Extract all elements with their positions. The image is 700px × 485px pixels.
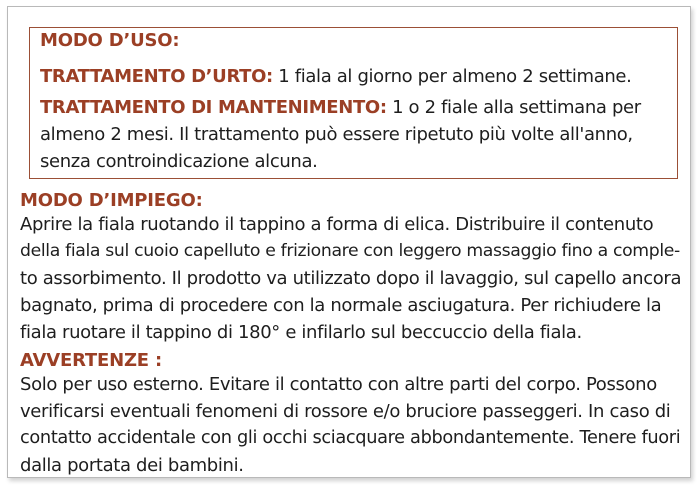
impiego-line-3: to assorbimento. Il prodotto va utilizzato dopo il lavaggio, sul capello ancora bbox=[20, 268, 682, 289]
trattamento-urto-text: 1 fiala al giorno per almeno 2 settimane. bbox=[272, 66, 632, 87]
mantenimento-line-2: almeno 2 mesi. Il trattamento può essere ripetuto più volte all'anno, bbox=[40, 124, 633, 145]
avvertenze-line-4: dalla portata dei bambini. bbox=[20, 455, 244, 476]
avvertenze-line-2: verificarsi eventuali fenomeni di rossore e/o bruciore passeggeri. In caso di bbox=[20, 401, 671, 422]
label-panel bbox=[7, 6, 691, 478]
trattamento-mantenimento-text: 1 o 2 fiale alla settimana per bbox=[386, 97, 641, 118]
impiego-line-5: fiala ruotare il tappino di 180° e infilarlo sul beccuccio della fiala. bbox=[20, 322, 582, 343]
trattamento-urto-line bbox=[40, 63, 632, 90]
trattamento-urto-label: TRATTAMENTO D’URTO: bbox=[40, 66, 273, 87]
avvertenze-line-3: contatto accidentale con gli occhi sciacquare abbondantemente. Tenere fuori bbox=[20, 428, 681, 448]
avvertenze-line-1: Solo per uso esterno. Evitare il contatto con altre parti del corpo. Possono bbox=[20, 374, 657, 395]
avvertenze-heading: AVVERTENZE : bbox=[20, 350, 162, 371]
modo-uso-heading: MODO D’USO: bbox=[40, 30, 180, 51]
impiego-line-4: bagnato, prima di procedere con la normale asciugatura. Per richiudere la bbox=[20, 295, 662, 316]
impiego-line-2: della fiala sul cuoio capelluto e frizionare con leggero massaggio fino a comple- bbox=[20, 241, 680, 261]
modo-uso-box bbox=[29, 27, 678, 179]
trattamento-mantenimento-line bbox=[40, 94, 641, 121]
impiego-line-1: Aprire la fiala ruotando il tappino a forma di elica. Distribuire il contenuto bbox=[20, 214, 654, 235]
mantenimento-line-3: senza controindicazione alcuna. bbox=[40, 151, 318, 172]
modo-impiego-heading: MODO D’IMPIEGO: bbox=[20, 190, 203, 211]
trattamento-mantenimento-label: TRATTAMENTO DI MANTENIMENTO: bbox=[40, 97, 387, 118]
